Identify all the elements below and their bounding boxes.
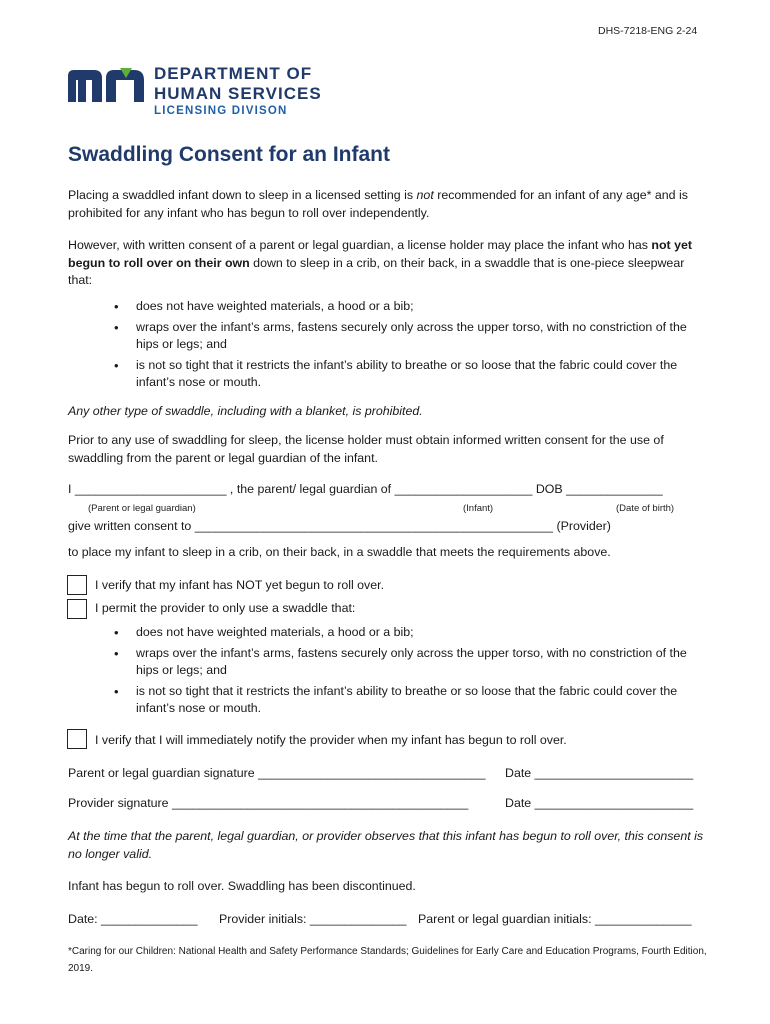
parent-date-field[interactable]: Date _______________________ <box>505 766 694 780</box>
logo-licensing-division: LICENSING DIVISON <box>154 105 288 117</box>
parent-initials-field[interactable]: Parent or legal guardian initials: ______________ <box>418 912 692 926</box>
logo-department: DEPARTMENT OF <box>154 64 313 83</box>
form-id: DHS-7218-ENG 2-24 <box>598 25 698 37</box>
page-title: Swaddling Consent for an Infant <box>68 143 390 166</box>
check-label-permit: I permit the provider to only use a swaddle that: <box>95 601 356 615</box>
label-parent: (Parent or legal guardian) <box>88 503 196 514</box>
prior-consent-paragraph: Prior to any use of swaddling for sleep, the license holder must obtain informed written consent for the use of swaddling from the parent or legal guardian of the infant. <box>68 433 664 465</box>
provider-date-field[interactable]: Date _______________________ <box>505 796 694 810</box>
label-infant: (Infant) <box>463 503 494 514</box>
prohibited-note: Any other type of swaddle, including with a blanket, is prohibited. <box>68 404 423 418</box>
dhs-logo <box>68 64 348 120</box>
mn-logo-mark-icon <box>68 68 144 102</box>
list-item: • is not so tight that it restricts the infant’s ability to breathe or so loose that the fabric could cover the infant’s nose or mouth. <box>112 357 712 392</box>
footnote: *Caring for our Children: National Health and Safety Performance Standards; Guidelines for Early Care and Education Programs, Fourth Edition, 2019. <box>68 946 707 974</box>
discontinued-date-field[interactable]: Date: ______________ <box>68 912 198 926</box>
logo-human-services: HUMAN SERVICES <box>154 84 322 103</box>
parent-signature-field[interactable]: Parent or legal guardian signature _________________________________ <box>68 766 486 780</box>
consent-line-3: to place my infant to sleep in a crib, on their back, in a swaddle that meets the requirements above. <box>68 545 611 559</box>
list-item: • wraps over the infant’s arms, fastens securely only across the upper torso, with no constriction of the hips or legs; and <box>112 645 712 680</box>
consent-line-2[interactable]: give written consent to ____________________________________________________ (Provider) <box>68 519 611 533</box>
intro-paragraph-1: Placing a swaddled infant down to sleep in a licensed setting is not recommended for an infant of any age* and is prohibited for any infant who has begun to roll over independently. <box>68 188 688 220</box>
list-item: • wraps over the infant’s arms, fastens securely only across the upper torso, with no constriction of the hips or legs; and <box>112 319 712 354</box>
label-dob: (Date of birth) <box>616 503 675 514</box>
list-item: • does not have weighted materials, a hood or a bib; <box>112 624 712 642</box>
checkbox-notify[interactable] <box>67 729 87 749</box>
check-label-not-rolled: I verify that my infant has NOT yet begun to roll over. <box>95 578 385 592</box>
check-label-notify: I verify that I will immediately notify the provider when my infant has begun to roll over. <box>95 733 567 747</box>
checkbox-not-rolled[interactable] <box>67 575 87 595</box>
list-item: • does not have weighted materials, a hood or a bib; <box>112 298 712 316</box>
provider-signature-field[interactable]: Provider signature ___________________________________________ <box>68 796 469 810</box>
intro-paragraph-2: However, with written consent of a parent or legal guardian, a license holder may place the infant who has not yet begun to roll over on their own down to sleep in a crib, on their back, in a swaddle that is one-piece sleepwear that: <box>68 238 693 287</box>
invalid-note: At the time that the parent, legal guardian, or provider observes that this infant has begun to roll over, this consent is no longer valid. <box>68 829 704 861</box>
list-item: • is not so tight that it restricts the infant’s ability to breathe or so loose that the fabric could cover the infant’s nose or mouth. <box>112 683 712 718</box>
checkbox-permit[interactable] <box>67 599 87 619</box>
provider-initials-field[interactable]: Provider initials: ______________ <box>219 912 407 926</box>
permit-requirements-list <box>112 624 712 721</box>
consent-line-1[interactable]: I ______________________ , the parent/ legal guardian of ____________________ DOB ______________ <box>68 482 663 496</box>
requirements-list <box>112 298 712 395</box>
discontinued-statement: Infant has begun to roll over. Swaddling has been discontinued. <box>68 879 416 893</box>
